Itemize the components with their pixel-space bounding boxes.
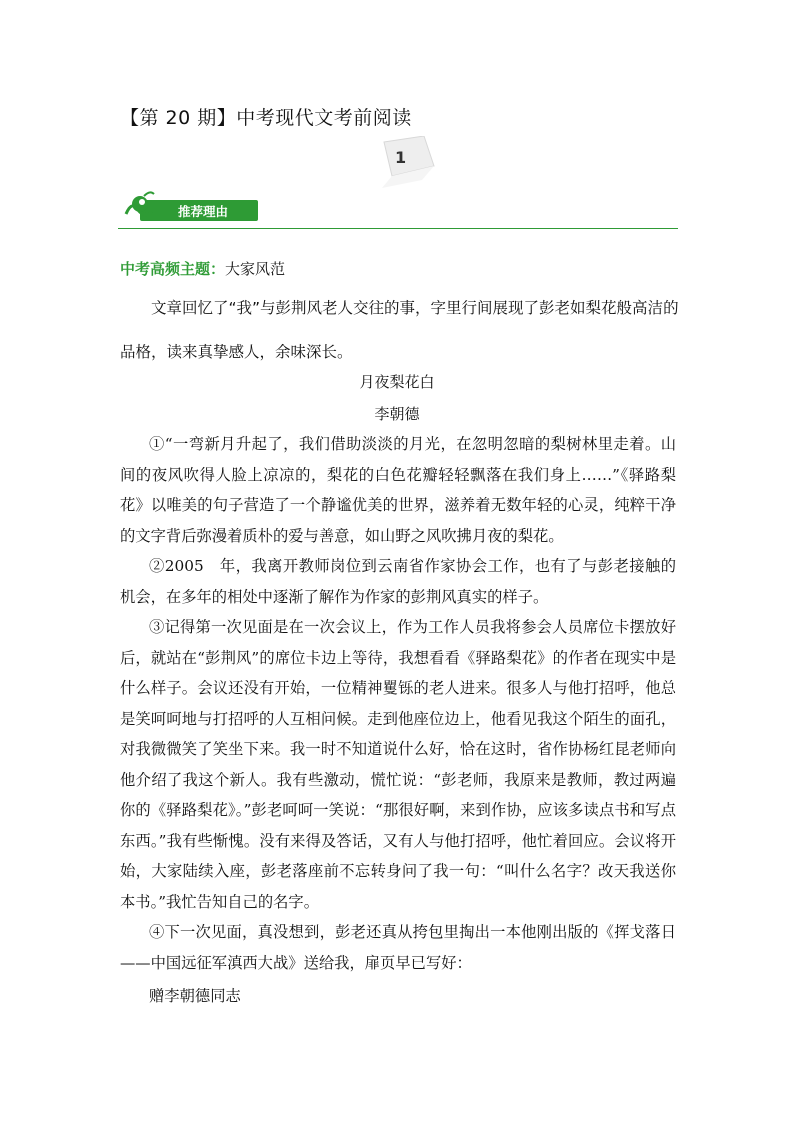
- section-divider: [118, 228, 678, 229]
- recommend-section-header: [118, 188, 678, 236]
- paragraph: ②2005 年，我离开教师岗位到云南省作家协会工作，也有了与彭老接触的机会，在多年的相处中逐渐了解作为作家的彭荆风真实的样子。: [120, 557, 676, 606]
- paragraph: ①“一弯新月升起了，我们借助淡淡的月光，在忽明忽暗的梨树林里走着。山间的夜风吹得人脸上凉凉的，梨花的白色花瓣轻轻飘落在我们身上……”《驿路梨花》以唯美的句子营造了一个静谧优美的世界，滋养着无数年轻的心灵，纯粹干净的文字背后弥漫着质朴的爱与善意，如山野之风吹拂月夜的梨花。: [120, 435, 676, 545]
- article-body: [120, 429, 676, 1012]
- article-title: 月夜梨花白: [359, 373, 435, 391]
- seedling-icon: [120, 188, 160, 224]
- page-title: 【第 20 期】中考现代文考前阅读: [120, 107, 412, 129]
- topic-line: [120, 258, 285, 279]
- paragraph: ③记得第一次见面是在一次会议上，作为工作人员我将参会人员席位卡摆放好后，就站在“彭荆风”的席位卡边上等待，我想看看《驿路梨花》的作者在现实中是什么样子。会议还没有开始，一位精神矍铄的老人进来。很多人与他打招呼，他总是笑呵呵地与打招呼的人互相问候。走到他座位边上，他看见我这个陌生的面孔，对我微微笑了笑坐下来。我一时不知道说什么好，恰在这时，省作协杨红昆老师向他介绍了我这个新人。我有些激动，慌忙说：“彭老师，我原来是教师，教过两遍你的《驿路梨花》。”彭老呵呵一笑说：“那很好啊，来到作协，应该多读点书和写点东西。”我有些惭愧。没有来得及答话，又有人与他打招呼，他忙着回应。会议将开始，大家陆续入座，彭老落座前不忘转身问了我一句：“叫什么名字？改天我送你本书。”我忙告知自己的名字。: [120, 618, 676, 911]
- section-number-badge: [362, 136, 452, 190]
- article-author: 李朝德: [374, 405, 420, 423]
- topic-label: 中考高频主题：: [120, 260, 226, 278]
- paragraph: ④下一次见面，真没想到，彭老还真从挎包里掏出一本他刚出版的《挥戈落日——中国远征军滇西大战》送给我，扉页早已写好：: [120, 923, 676, 972]
- badge-number: 1: [395, 148, 407, 167]
- topic-value: 大家风范: [225, 260, 286, 278]
- dedication-line: 赠李朝德同志: [149, 987, 241, 1005]
- recommend-tag-label: 推荐理由: [178, 204, 229, 219]
- recommend-reason: 文章回忆了“我”与彭荆风老人交往的事，字里行间展现了彭老如梨花般高洁的品格，读来真挚感人，余味深长。: [120, 299, 679, 361]
- badge-ribbon-icon: [362, 136, 452, 190]
